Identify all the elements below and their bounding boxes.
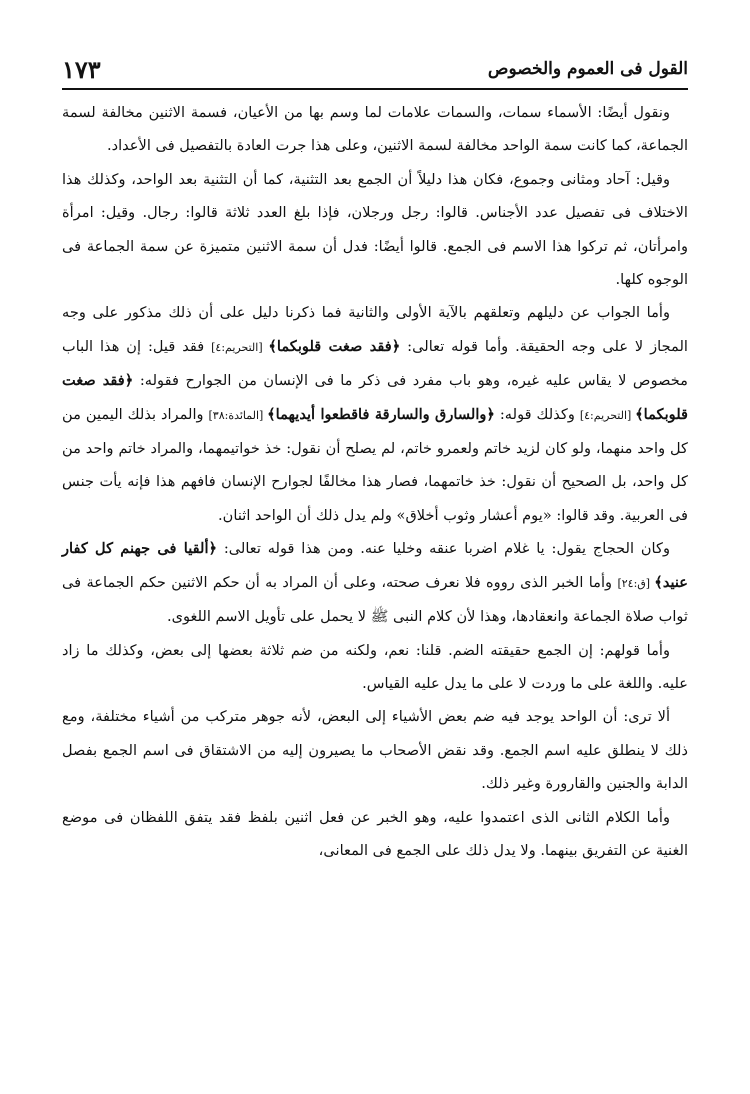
paragraph — [62, 801, 688, 868]
paragraph — [62, 532, 688, 633]
quran-verse: ﴿فقد صغت قلوبكما﴾ — [62, 372, 688, 423]
paragraph — [62, 296, 688, 532]
paragraph-text: وكان الحجاج يقول: يا غلام اضربا عنقه وخليا عنه. ومن هذا قوله تعالى: — [217, 540, 670, 558]
paragraph-text: والمراد بذلك اليمين من كل واحد منهما، ولو كان لزيد خاتم ولعمرو خاتم، لم يصلح أن نقول: خذ خواتيمهما، والمراد خاتم واحد من كل واحد، بل الصحيح أن نقول: خذ خاتمهما، فصار هذا مخالفًا لجوارح الإنسان فافهم هذا فإنه يأت جنس فى العربية. وقد قالوا: «يوم أعشار وثوب أخلاق» ولم يدل ذلك أن الواحد اثنان. — [62, 405, 688, 524]
paragraph-text: وأما الكلام الثانى الذى اعتمدوا عليه، وهو الخبر عن فعل اثنين بلفظ فقد يتفق اللفظان فى موضع الغنية عن التفريق بينهما. ولا يدل ذلك على الجمع فى المعانى، — [62, 808, 688, 859]
paragraph-text: وأما قولهم: إن الجمع حقيقته الضم. قلنا: نعم، ولكنه من ضم ثلاثة بعضها إلى بعض، وكذلك ما زاد عليه. واللغة على ما وردت لا على ما يدل عليه القياس. — [62, 641, 688, 692]
quran-verse: ﴿فقد صغت قلوبكما﴾ — [268, 337, 401, 355]
header-rule — [62, 88, 688, 90]
paragraph — [62, 163, 688, 297]
paragraph-text: وقيل: آحاد ومثانى وجموع، فكان هذا دليلاً أن الجمع بعد التثنية، كما أن التثنية بعد الواحد، وكذلك هذا الاختلاف فى تفصيل عدد الأجناس. قالوا: رجل ورجلان، فإذا بلغ العدد ثلاثة قالوا: رجال. وقيل: امرأة وامرأتان، ثم تركوا هذا الاسم فى الجمع. قالوا أيضًا: فدل أن سمة الاثنين متميزة عن سمة الجماعة فى الوجوه كلها. — [62, 170, 688, 289]
paragraph-text: وأما الجواب عن دليلهم وتعلقهم بالآية الأولى والثانية فما ذكرنا دليل على أن ذلك مذكور على وجه المجاز لا على وجه الحقيقة. وأما قوله تعالى: — [62, 304, 688, 355]
paragraph-text: ألا ترى: أن الواحد يوجد فيه ضم بعض الأشياء إلى البعض، لأنه جوهر متركب من أشياء مختلفة، ومع ذلك لا ينطلق عليه اسم الجمع. وقد نقض الأصحاب ما يصيرون إليه من الاشتقاق فى اسم الجمع بفصل الدابة والجنين والقارورة وغير ذلك. — [62, 708, 688, 793]
verse-reference: [التحريم:٤] — [211, 340, 269, 354]
page-header — [62, 50, 688, 88]
page-number: ١٧٣ — [62, 54, 101, 84]
quran-verse: ﴿ألقيا فى جهنم كل كفار عنيد﴾ — [62, 540, 689, 591]
paragraph-text: وأما الخبر الذى رووه فلا نعرف صحته، وعلى أن المراد به أن حكم الاثنين حكم الجماعة فى ثواب صلاة الجماعة وانعقادها، وهذا لأن كلام النبى ﷺ لا يحمل على تأويل الاسم اللغوى. — [62, 573, 688, 626]
paragraph — [62, 96, 688, 163]
verse-reference: [المائدة:٣٨] — [208, 408, 268, 422]
paragraph — [62, 634, 688, 701]
paragraph-text: ونقول أيضًا: الأسماء سمات، والسمات علامات لما وسم بها من الأعيان، فسمة الاثنين مخالفة لسمة الجماعة، كما كانت سمة الواحد مخالفة لسمة الاثنين، وعلى هذا جرت العادة بالتفصيل فى الأعداد. — [62, 104, 688, 155]
paragraph-text: فقد قيل: إن هذا الباب مخصوص لا يقاس عليه غيره، وهو باب مفرد فى ذكر ما فى الإنسان من الجوارح فقوله: — [62, 337, 688, 390]
paragraph — [62, 700, 688, 800]
paragraph-text: وكذلك قوله: — [494, 405, 580, 423]
verse-reference: [ق:٢٤] — [617, 576, 655, 590]
quran-verse: ﴿والسارق والسارقة فاقطعوا أيديهما﴾ — [267, 405, 495, 423]
body-text — [62, 96, 688, 867]
running-title: القول فى العموم والخصوص — [487, 59, 688, 79]
verse-reference: [التحريم:٤] — [579, 408, 636, 422]
